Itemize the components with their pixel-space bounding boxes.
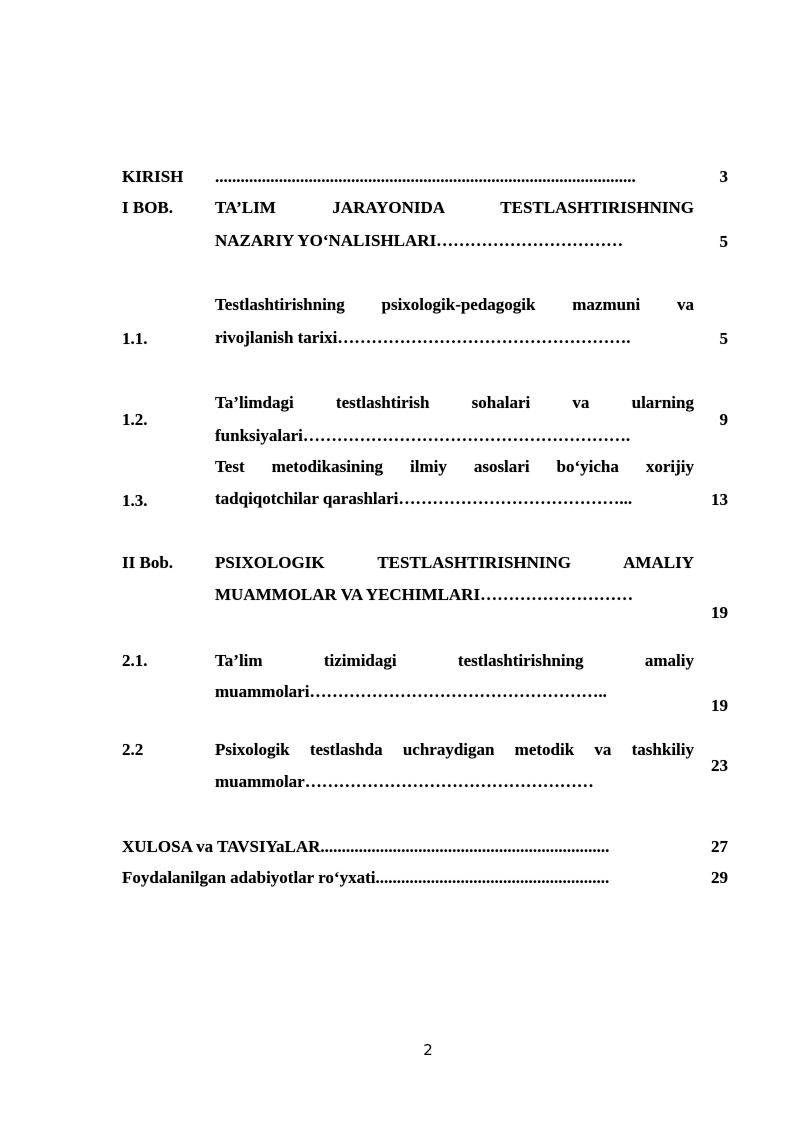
toc-s11-page: 5 [719, 329, 728, 348]
toc-xulosa-label: XULOSA va TAVSIYaLAR.................................................................... [122, 837, 610, 856]
toc-kirish-page: 3 [719, 167, 728, 186]
toc-s12-title-line1: Ta’limdagi testlashtirish sohalari va ularning [215, 393, 694, 412]
toc-xulosa-page: 27 [711, 837, 728, 856]
toc-s11-title-line1: Testlashtirishning psixologik-pedagogik mazmuni va [215, 295, 694, 314]
toc-s13-title-line2: tadqiqotchilar qarashlari…………………………………... [215, 489, 633, 508]
page-number: 2 [423, 1041, 433, 1059]
toc-s21-number: 2.1. [122, 651, 148, 670]
toc-s21-title-line1: Ta’lim tizimidagi testlashtirishning amaliy [215, 651, 694, 670]
toc-bob1-page: 5 [719, 232, 728, 251]
toc-s12-page: 9 [719, 410, 728, 429]
toc-kirish-leader: ................................................................................................... [215, 167, 636, 186]
toc-s11-title-line2: rivojlanish tarixi……………………………………………. [215, 328, 631, 347]
toc-kirish-label: KIRISH [122, 167, 184, 186]
toc-s13-number: 1.3. [122, 491, 148, 510]
toc-s21-title-line2: muammolari…………………………………………….. [215, 682, 607, 701]
toc-bob2-title-line2: MUAMMOLAR VA YECHIMLARI……………………… [215, 585, 634, 604]
toc-references-label: Foydalanilgan adabiyotlar ro‘yxati....................................................... [122, 868, 610, 887]
toc-bob2-label: II Bob. [122, 553, 174, 572]
toc-s13-title-line1: Test metodikasining ilmiy asoslari bo‘yicha xorijiy [215, 457, 694, 476]
toc-s13-page: 13 [711, 490, 728, 509]
toc-s12-title-line2: funksiyalari…………………………………………………. [215, 426, 631, 445]
toc-s22-title-line1: Psixologik testlashda uchraydigan metodik va tashkiliy [215, 740, 694, 759]
toc-bob1-label: I BOB. [122, 198, 174, 217]
toc-bob1-title-line2: NAZARIY YO‘NALISHLARI…………………………… [215, 231, 624, 250]
toc-bob2-page: 19 [711, 603, 728, 622]
toc-s11-number: 1.1. [122, 329, 148, 348]
toc-s12-number: 1.2. [122, 410, 148, 429]
toc-s22-number: 2.2 [122, 740, 144, 759]
toc-references-page: 29 [711, 868, 728, 887]
toc-s21-page: 19 [711, 696, 728, 715]
toc-s22-page: 23 [711, 756, 728, 775]
toc-s22-title-line2: muammolar…………………………………………… [215, 772, 594, 791]
toc-bob1-title-line1: TA’LIM JARAYONIDA TESTLASHTIRISHNING [215, 198, 694, 217]
toc-bob2-title-line1: PSIXOLOGIK TESTLASHTIRISHNING AMALIY [215, 553, 694, 572]
